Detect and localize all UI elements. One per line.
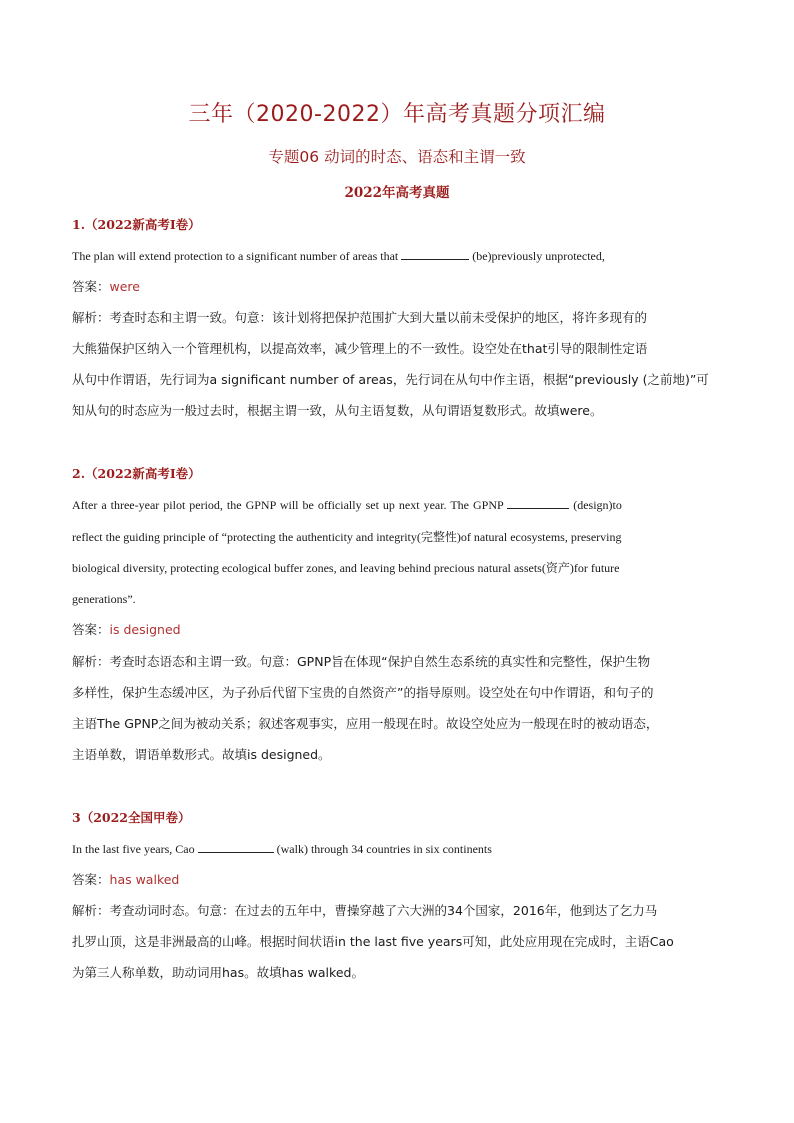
answer-line [72,621,181,639]
question-heading: 1.（2022新高考I卷） [72,217,201,232]
answer-label: 答案： [72,872,110,887]
analysis-line: 多样性，保护生态缓冲区，为子孙后代留下宝贵的自然资产”的指导原则。设空处在句中作谓语，和句子的 [72,685,654,700]
sub-title: 专题06 动词的时态、语态和主谓一致 [268,148,526,166]
question-stem-line: reflect the guiding principle of “protecting the authenticity and integrity(完整性)of natural ecosystems, preserving [72,530,622,544]
analysis-line: 知从句的时态应为一般过去时，根据主谓一致，从句主语复数，从句谓语复数形式。故填were。 [72,403,603,418]
analysis-line: 解析：考查动词时态。句意：在过去的五年中，曹操穿越了六大洲的34个国家，2016年，他到达了乞力马 [72,903,658,918]
stem-text-before: The plan will extend protection to a significant number of areas that [72,249,402,263]
question-heading: 3（2022全国甲卷） [72,810,191,825]
answer-blank [507,496,569,509]
answer-blank [198,840,274,853]
section-title: 2022年高考真题 [344,185,450,201]
stem-text-after: (walk) through 34 countries in six continents [273,842,492,856]
question-stem [72,496,622,514]
answer-blank [401,247,469,260]
question-stem [72,840,492,858]
answer-label: 答案： [72,622,110,637]
answer-label: 答案： [72,279,110,294]
question-stem-line: generations”. [72,592,136,606]
analysis-line: 为第三人称单数，助动词用has。故填has walked。 [72,965,364,980]
analysis-line: 解析：考查时态和主谓一致。句意：该计划将把保护范围扩大到大量以前未受保护的地区，将许多现有的 [72,310,648,325]
answer-line [72,278,140,296]
answer-value: were [109,279,140,294]
analysis-line: 主语单数，谓语单数形式。故填is designed。 [72,747,331,762]
stem-text-before: After a three-year pilot period, the GPNP will be officially set up next year. The GPNP [72,498,508,512]
analysis-line: 扎罗山顶，这是非洲最高的山峰。根据时间状语in the last five years可知，此处应用现在完成时，主语Cao [72,934,674,949]
analysis-line: 大熊猫保护区纳入一个管理机构，以提高效率，减少管理上的不一致性。设空处在that引导的限制性定语 [72,341,648,356]
question-stem [72,247,605,265]
stem-text-after: (design)to [569,498,622,512]
answer-value: is designed [109,622,181,637]
analysis-line: 解析：考查时态语态和主谓一致。句意：GPNP旨在体现“保护自然生态系统的真实性和完整性，保护生物 [72,654,651,669]
answer-line [72,871,179,889]
question-heading: 2.（2022新高考I卷） [72,466,201,481]
stem-text-before: In the last five years, Cao [72,842,198,856]
analysis-line: 主语The GPNP之间为被动关系；叙述客观事实，应用一般现在时。故设空处应为一般现在时的被动语态， [72,716,659,731]
main-title: 三年（2020-2022）年高考真题分项汇编 [188,102,606,127]
analysis-line: 从句中作谓语，先行词为a significant number of areas，先行词在从句中作主语，根据“previously (之前地)”可 [72,372,709,387]
answer-value: has walked [109,872,180,887]
question-stem-line: biological diversity, protecting ecological buffer zones, and leaving behind precious natural assets(资产)for future [72,561,620,575]
stem-text-after: (be)previously unprotected, [469,249,605,263]
